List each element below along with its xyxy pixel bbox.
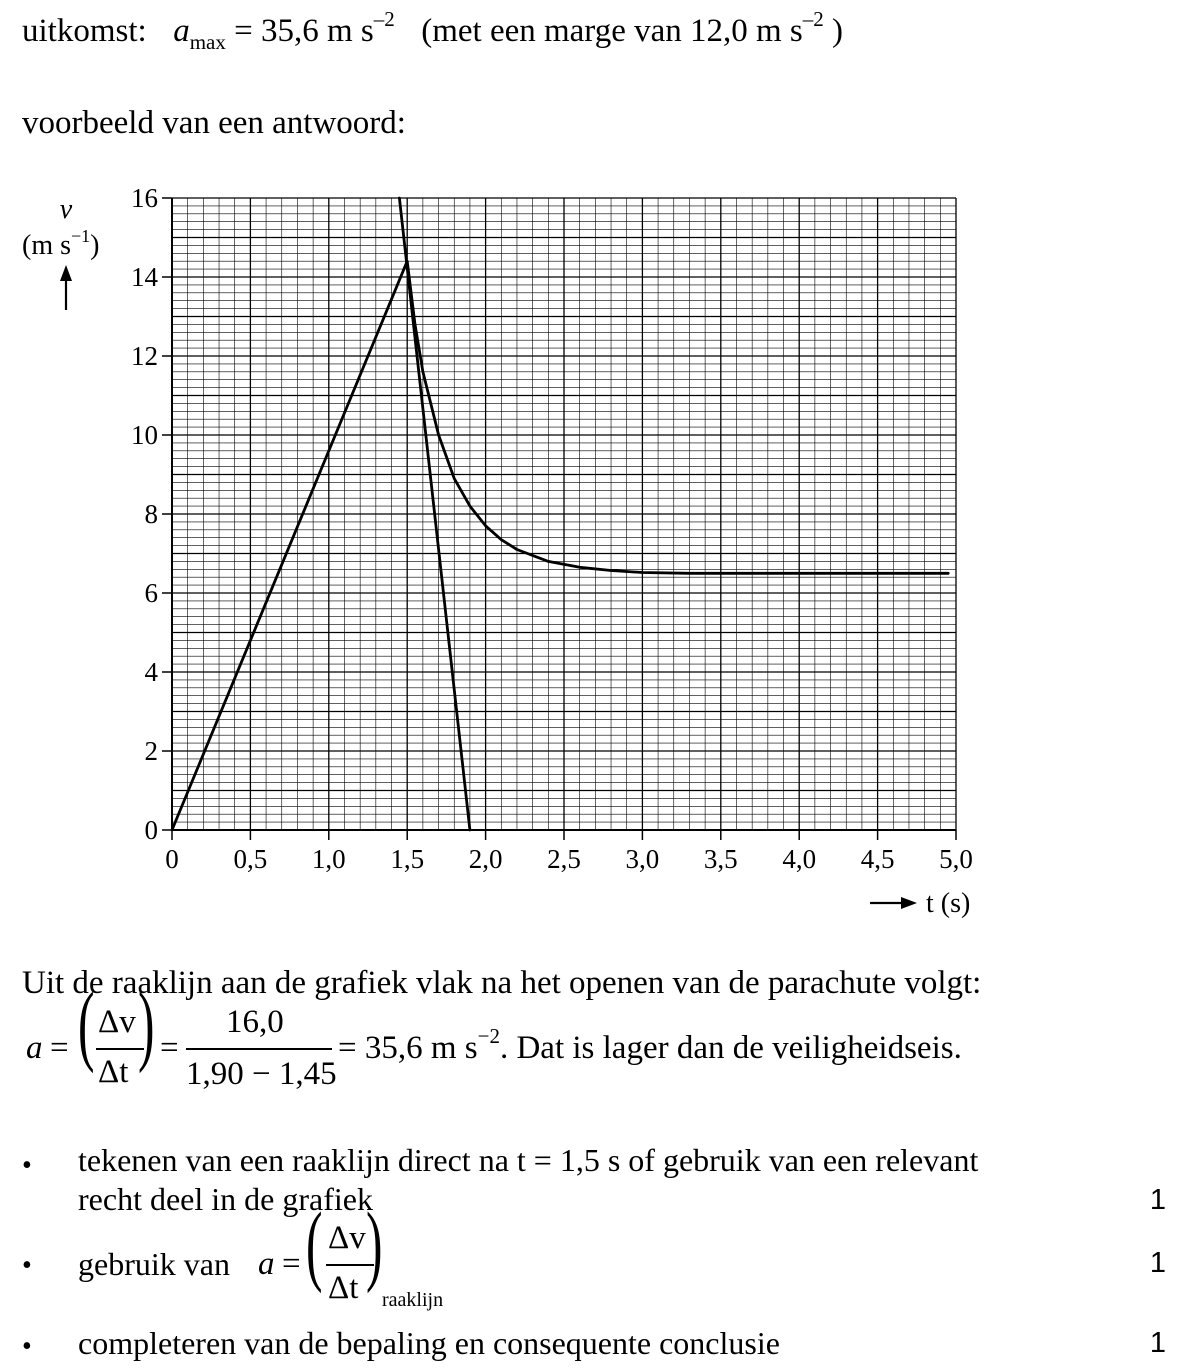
y-axis-arrow [60,265,72,310]
formula-eq1: = [50,1030,69,1066]
criterion-2-a: a [258,1246,275,1282]
axis-labels [22,194,970,919]
formula-tail: . Dat is lager dan de veiligheidseis. [499,1030,962,1066]
criterion-1-text [78,1141,978,1219]
formula-a: a [26,1030,43,1066]
formula-eq2: = [160,1030,179,1066]
y-tick-label: 0 [144,815,158,845]
x-tick-label: 4,0 [782,844,817,874]
y-tick-label: 4 [144,657,158,687]
criterion-1-bullet: • [22,1150,32,1181]
ticks [131,183,973,874]
y-axis-unit-exp: −1 [71,226,91,246]
result-value: = 35,6 m s [234,13,374,49]
y-tick-label: 10 [131,420,158,450]
criterion-2-points: 1 [1149,1247,1166,1279]
formula-numerator: 16,0 [226,1004,284,1040]
criterion-2-paren-left: ( [306,1195,323,1294]
y-tick-label: 6 [144,578,158,608]
y-tick-label: 2 [144,736,158,766]
formula-dv: Δv [98,1004,136,1040]
criterion-1-points: 1 [1149,1184,1166,1216]
formula-exponent: −2 [477,1024,500,1048]
x-tick-label: 1,5 [390,844,425,874]
margin-exponent: –2 [802,7,824,31]
criterion-2-prefix: gebruik van [78,1246,230,1282]
y-tick-label: 14 [131,262,158,292]
y-axis-symbol: v [59,194,73,225]
margin-text: (met een marge van 12,0 m s [421,13,803,49]
criterion-2-subscript: raaklijn [382,1289,444,1311]
y-axis-unit-close: ) [90,230,100,261]
y-tick-label: 16 [131,183,158,213]
result-label: uitkomst: [22,13,147,49]
formula-dv-dt-bar [96,1048,144,1050]
criterion-3-line1: completeren van de bepaling en consequente conclusie [78,1325,780,1361]
formula-paren-right: ) [138,975,155,1074]
a-max-subscript: max [189,30,226,54]
formula-result: = 35,6 m $s^{-2}$. Dat is lager dan de veiligheidseis. [338,1024,962,1066]
x-tick-label: 1,0 [311,844,346,874]
criterion-3-text [78,1324,780,1363]
formula-fraction-bar [186,1048,332,1050]
x-tick-label: 0,5 [233,844,268,874]
criterion-2-dt: Δt [328,1270,359,1306]
x-tick-label: 3,0 [625,844,660,874]
x-tick-label: 2,0 [468,844,503,874]
x-tick-label: 2,5 [547,844,581,874]
margin-close: ) [832,13,843,49]
y-axis-unit-text: (m s [22,230,71,261]
criterion-3-points: 1 [1149,1327,1166,1359]
x-tick-label: 3,5 [703,844,738,874]
criterion-1-line1: tekenen van een raaklijn direct na t = 1,5 s of gebruik van een relevant [78,1142,979,1178]
formula-paren-left: ( [78,975,95,1074]
y-axis-unit [22,226,99,261]
x-axis-arrow [870,897,917,909]
criterion-1-line2: recht deel in de grafiek [78,1181,373,1218]
x-tick-label: 0 [165,844,179,874]
y-tick-label: 8 [144,499,158,529]
criterion-3-bullet: • [22,1331,32,1362]
criterion-2-dv: Δv [328,1220,366,1256]
x-tick-label: 4,5 [860,844,895,874]
x-axis-label: t (s) [926,888,971,919]
example-heading: voorbeeld van een antwoord: [22,105,406,141]
y-tick-label: 12 [131,341,158,371]
criterion-2-paren-right: ) [366,1195,383,1294]
a-max-symbol: a [173,13,190,49]
result-exponent: –2 [373,7,395,31]
formula-dt: Δt [98,1054,129,1090]
x-tick-label: 5,0 [939,844,973,874]
criterion-2-bullet: • [22,1250,32,1281]
explanation-intro: Uit de raaklijn aan de grafiek vlak na het openen van de parachute volgt: [22,965,982,1001]
formula-denominator: 1,90 − 1,45 [186,1056,337,1092]
criterion-2-eq: = [282,1246,301,1282]
